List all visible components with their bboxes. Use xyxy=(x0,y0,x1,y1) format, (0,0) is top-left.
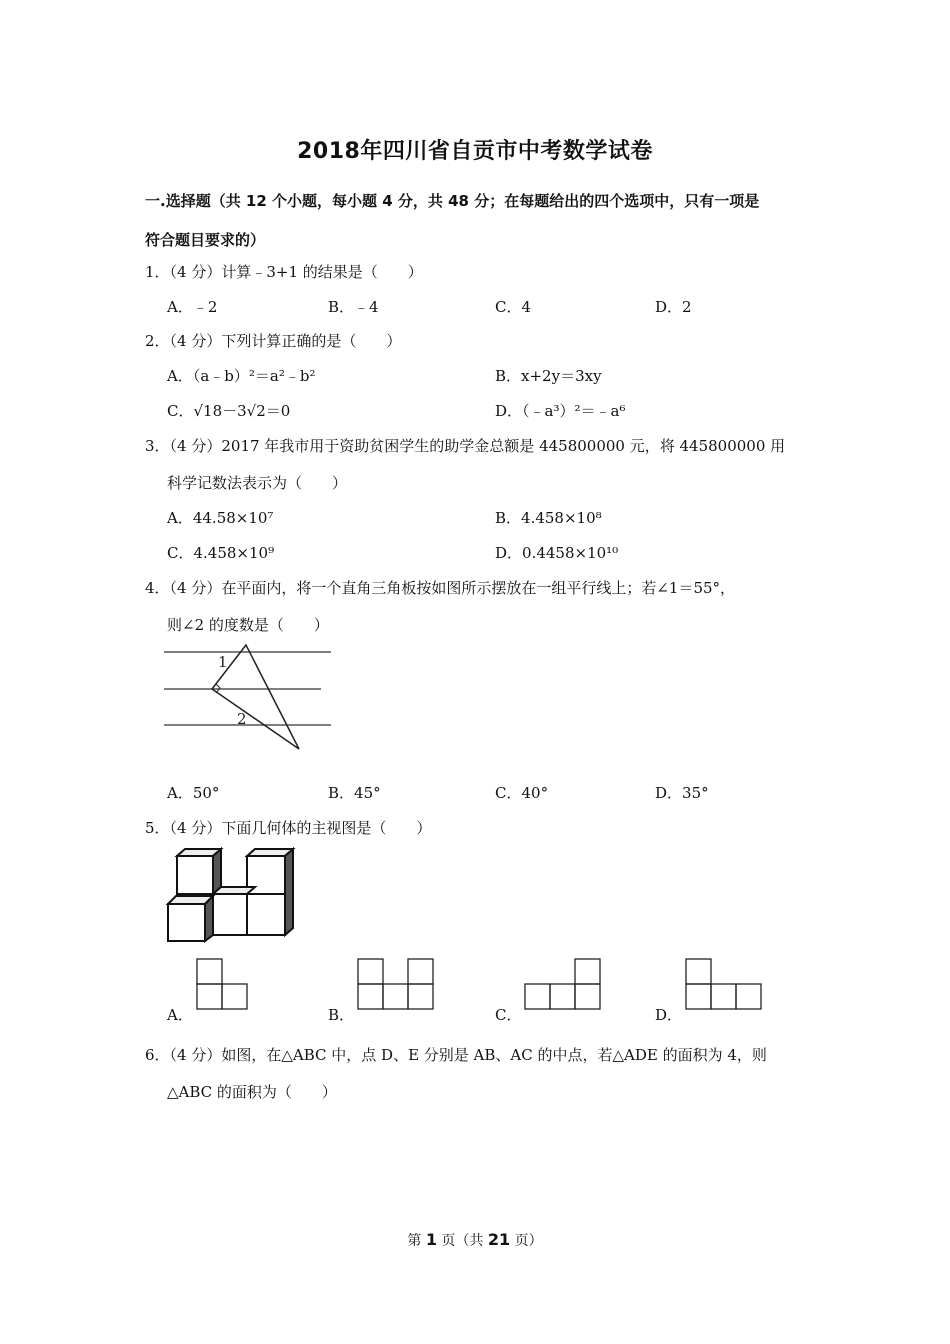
question-3-stem-line2: 科学记数法表示为（ ） xyxy=(167,474,348,492)
q5-option-d-figure xyxy=(684,957,764,1011)
section-heading-line1: 一.选择题（共 12 个小题，每小题 4 分，共 48 分；在每题给出的四个选项中，只有一项是 xyxy=(145,192,760,210)
q5-option-d-label: D． xyxy=(655,1006,683,1024)
question-3-stem-line1: 3．（4 分）2017 年我市用于资助贫困学生的助学金总额是 445800000 元，将 445800000 用 xyxy=(145,437,786,455)
q5-option-a-label: A． xyxy=(167,1006,193,1024)
q3-option-d: D．0.4458×10¹⁰ xyxy=(495,544,619,562)
q5-option-b-figure xyxy=(356,957,436,1011)
q1-option-b: B．﹣4 xyxy=(328,298,379,316)
question-4-stem-line2: 则∠2 的度数是（ ） xyxy=(167,616,329,634)
q5-option-c-label: C． xyxy=(495,1006,522,1024)
page-title: 2018年四川省自贡市中考数学试卷 xyxy=(297,139,653,164)
q3-option-a: A．44.58×10⁷ xyxy=(167,509,274,527)
question-2-stem: 2．（4 分）下列计算正确的是（ ） xyxy=(145,332,402,350)
parallel-lines-triangle-figure xyxy=(160,642,335,754)
q4-option-d: D．35° xyxy=(655,784,709,802)
page-footer xyxy=(0,1230,950,1250)
question-4-stem-line1: 4．（4 分）在平面内，将一个直角三角板按如图所示摆放在一组平行线上；若∠1＝55°， xyxy=(145,579,736,597)
q2-option-a: A．（a﹣b）²＝a²﹣b² xyxy=(167,367,316,385)
q2-option-c: C．√18－3√2＝0 xyxy=(167,402,291,420)
question-5-stem: 5．（4 分）下面几何体的主视图是（ ） xyxy=(145,819,432,837)
footer-middle: 页（共 xyxy=(436,1233,488,1249)
section-heading-line2: 符合题目要求的） xyxy=(145,231,266,249)
q5-option-c-figure xyxy=(523,957,603,1011)
question-6-stem-line2: △ABC 的面积为（ ） xyxy=(167,1083,337,1101)
question-1-stem: 1．（4 分）计算﹣3+1 的结果是（ ） xyxy=(145,263,423,281)
q3-option-b: B．4.458×10⁸ xyxy=(495,509,602,527)
angle-2-label: 2 xyxy=(237,710,247,728)
footer-prefix: 第 xyxy=(407,1233,426,1249)
q5-option-a-figure xyxy=(195,957,250,1011)
q2-option-b: B．x+2y＝3xy xyxy=(495,367,602,385)
q4-option-a: A．50° xyxy=(167,784,220,802)
q4-option-c: C．40° xyxy=(495,784,549,802)
q5-option-b-label: B． xyxy=(328,1006,355,1024)
footer-suffix: 页） xyxy=(510,1233,543,1249)
q4-option-b: B．45° xyxy=(328,784,381,802)
q2-option-d: D．（﹣a³）²＝﹣a⁶ xyxy=(495,402,626,420)
angle-1-label: 1 xyxy=(218,653,228,671)
q3-option-c: C．4.458×10⁹ xyxy=(167,544,275,562)
footer-page-number: 1 xyxy=(425,1230,437,1249)
q1-option-d: D．2 xyxy=(655,298,692,316)
q1-option-c: C．4 xyxy=(495,298,532,316)
question-6-stem-line1: 6．（4 分）如图，在△ABC 中，点 D、E 分别是 AB、AC 的中点，若△ADE 的面积为 4，则 xyxy=(145,1046,767,1064)
q1-option-a: A．﹣2 xyxy=(167,298,218,316)
footer-total-pages: 21 xyxy=(487,1230,511,1249)
cube-solid-figure xyxy=(164,846,300,946)
